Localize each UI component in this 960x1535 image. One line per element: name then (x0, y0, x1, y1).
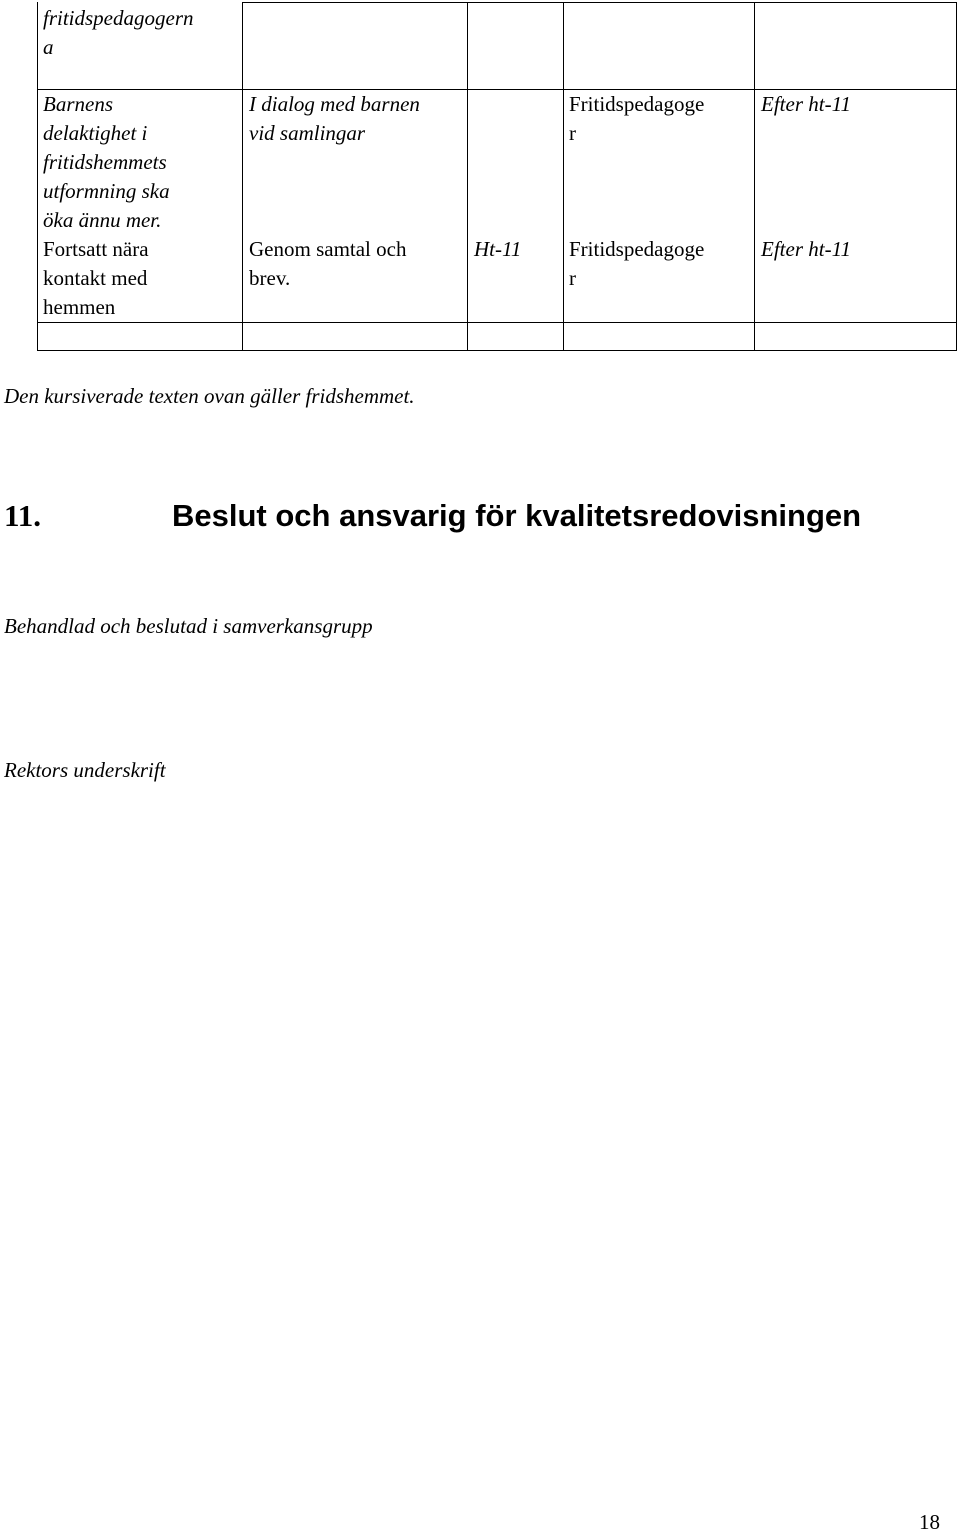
table-border-left (37, 2, 38, 351)
signature-line: Rektors underskrift (4, 758, 166, 782)
table-border-top (242, 2, 957, 3)
table-cell: Efter ht-11 (761, 92, 852, 116)
approval-line: Behandlad och beslutad i samverkansgrupp (4, 614, 373, 638)
table-cell: Fritidspedagoge r (569, 237, 705, 290)
table-row-divider-2 (37, 322, 957, 323)
table-cell: Fritidspedagoge r (569, 92, 705, 145)
cell-text-upright: Fortsatt nära kontakt med hemmen (43, 237, 149, 319)
table-caption: Den kursiverade texten ovan gäller fridshemmet. (4, 384, 415, 408)
table-cell: Ht-11 (474, 237, 522, 261)
page-number: 18 (919, 1510, 940, 1534)
table-cell: Efter ht-11 (761, 237, 852, 261)
table-cell: fritidspedagogern a (43, 6, 194, 59)
table-cell: Genom samtal och brev. (249, 237, 407, 290)
responsibility-table (37, 2, 957, 351)
table-border-col3 (563, 2, 564, 351)
section-number: 11. (4, 498, 42, 533)
cell-text-italic: Barnens delaktighet i fritidshemmets utformning ska öka ännu mer. (43, 92, 170, 232)
table-border-bottom (37, 350, 957, 351)
table-cell (43, 90, 170, 322)
table-cell: I dialog med barnen vid samlingar (249, 92, 420, 145)
table-border-col1 (242, 2, 243, 351)
table-border-col2 (467, 2, 468, 351)
table-border-right (956, 2, 957, 351)
section-title: Beslut och ansvarig för kvalitetsredovisningen (172, 498, 862, 533)
table-border-col4 (754, 2, 755, 351)
section-heading (4, 495, 954, 539)
